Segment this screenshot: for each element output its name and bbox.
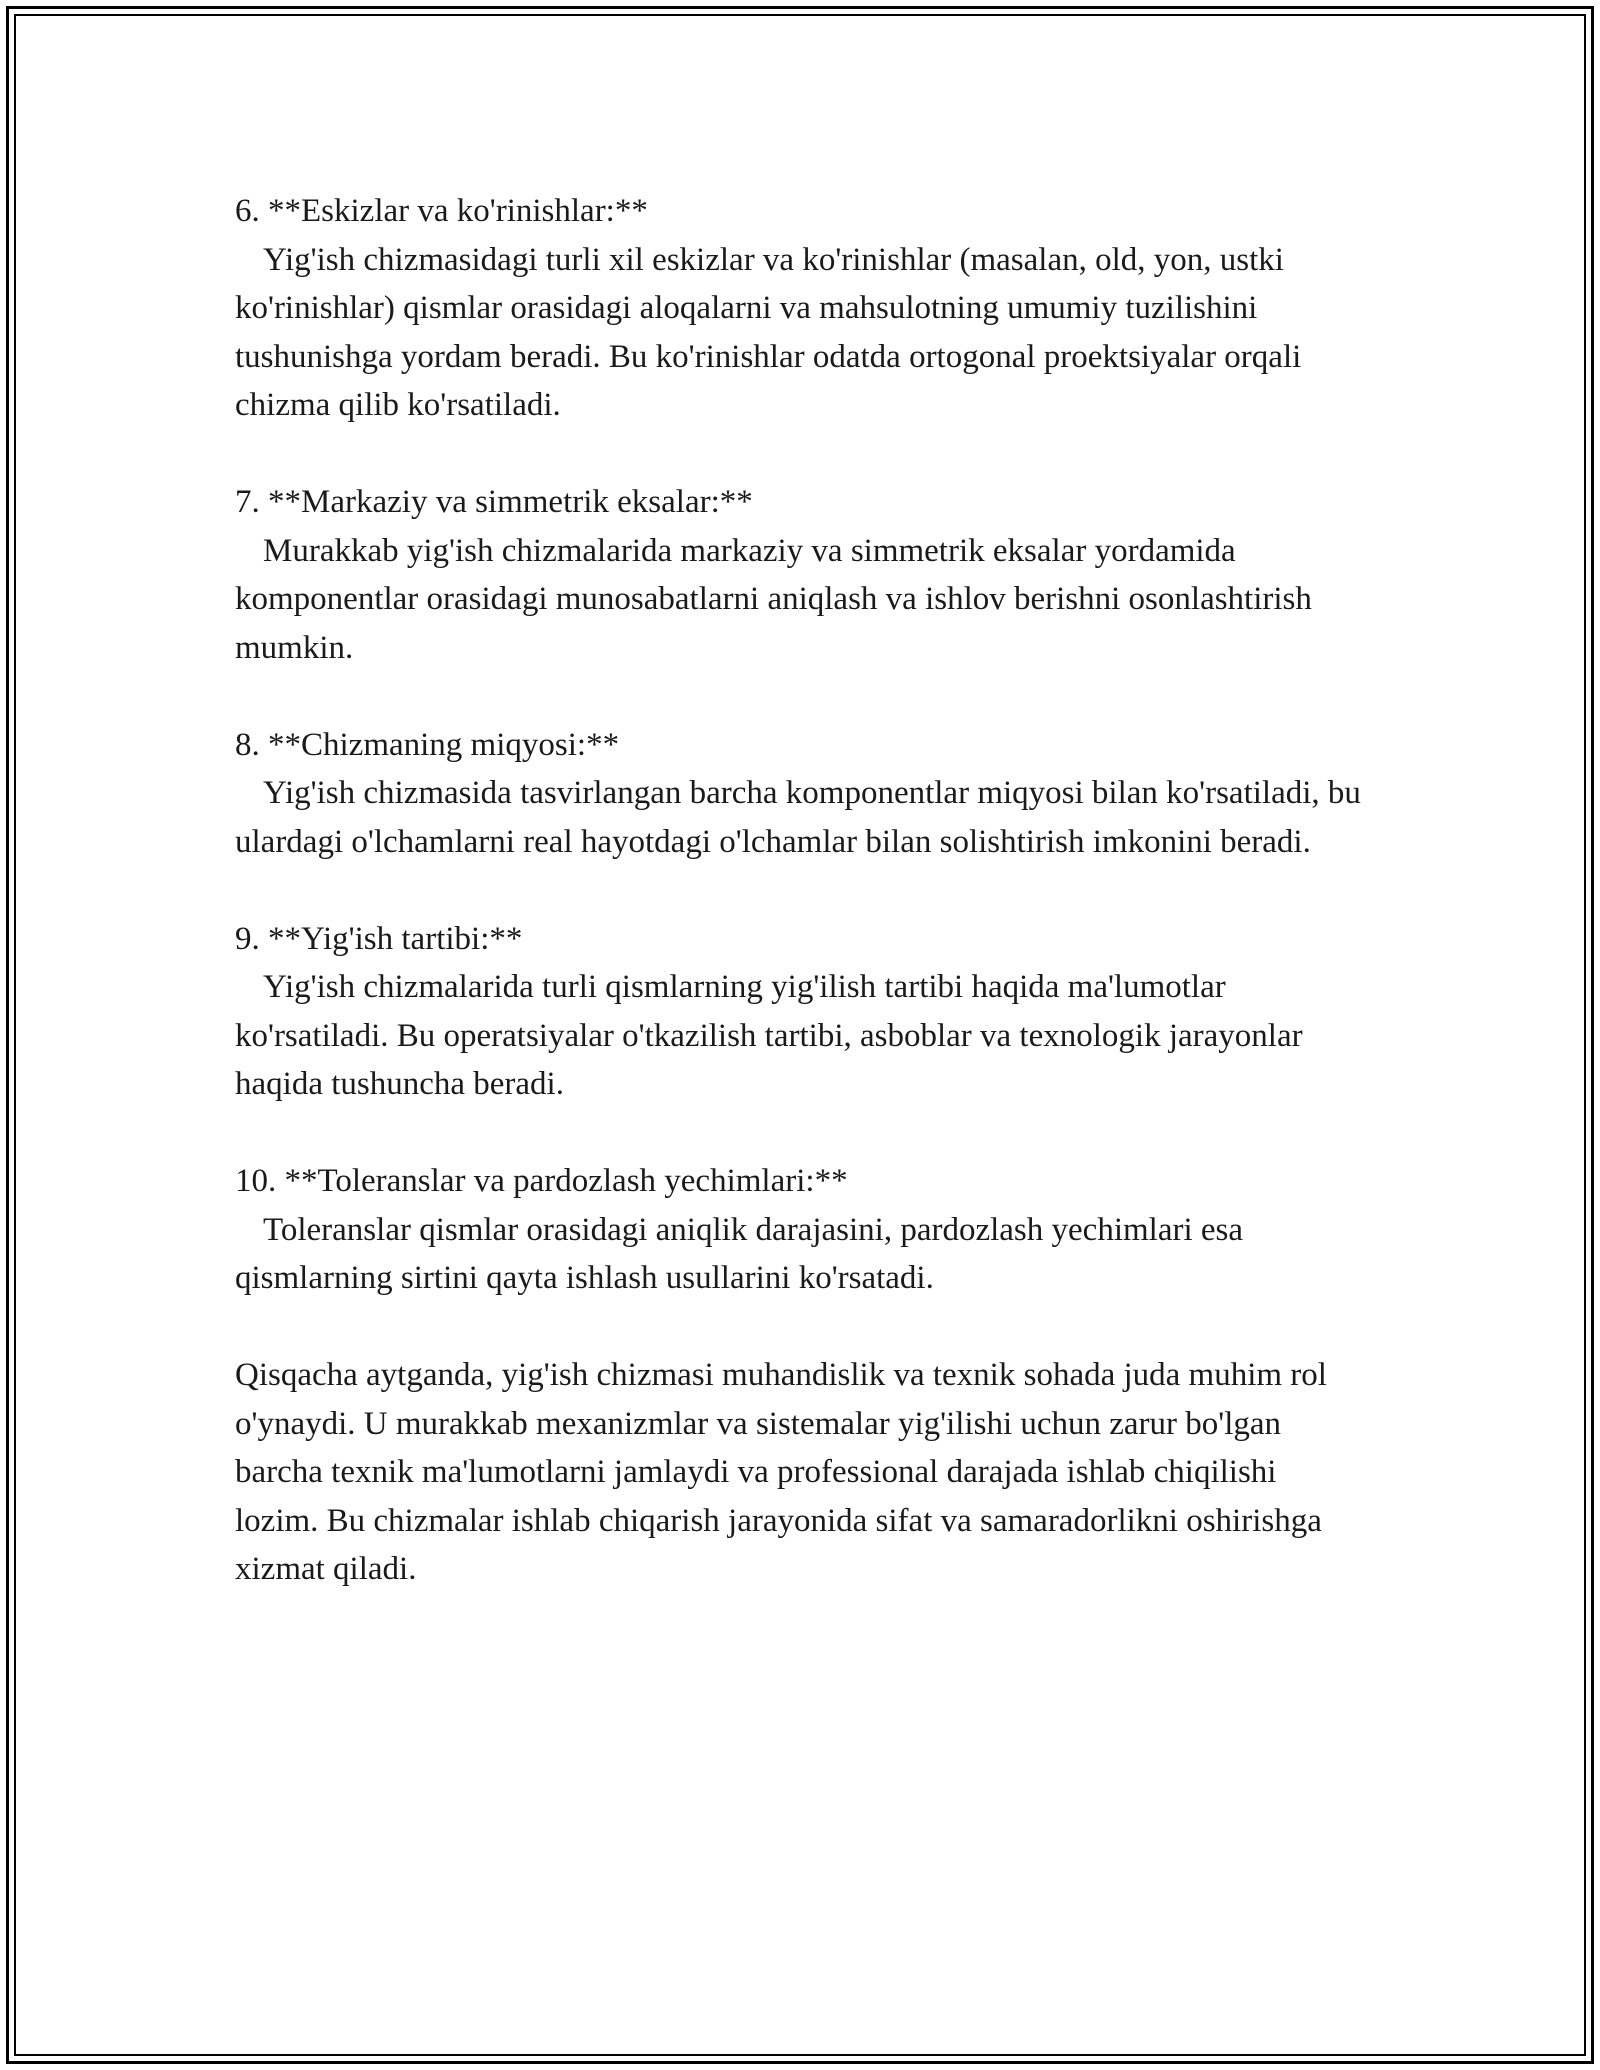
summary-section [235,1351,1365,1594]
section-heading: 9. **Yig'ish tartibi:** [235,920,523,957]
section-axes [235,478,1365,672]
section-sketches-views [235,187,1365,430]
section-heading: 8. **Chizmaning miqyosi:** [235,726,620,763]
section-heading: 10. **Toleranslar va pardozlash yechimlari:** [235,1163,848,1199]
document-body [235,187,1365,1594]
section-body: Murakkab yig'ish chizmalarida markaziy va simmetrik eksalar yordamida komponentlar orasidagi munosabatlarni aniqlash va ishlov berishni osonlashtirish mumkin. [235,532,1312,666]
section-body: Toleranslar qismlar orasidagi aniqlik darajasini, pardozlash yechimlari esa qismlarning sirtini qayta ishlash usullarini ko'rsatadi. [235,1211,1244,1296]
summary-paragraph: Qisqacha aytganda, yig'ish chizmasi muhandislik va texnik sohada juda muhim rol o'ynaydi. U murakkab mexanizmlar va sistemalar yig'ilishi uchun zarur bo'lgan barcha texnik ma'lumotlarni jamlaydi va professional darajada ishlab chiqilishi lozim. Bu chizmalar ishlab chiqarish jarayonida sifat va samaradorlikni oshirishga xizmat qiladi. [235,1357,1327,1587]
section-heading: 7. **Markaziy va simmetrik eksalar:** [235,484,753,520]
section-body: Yig'ish chizmasidagi turli xil eskizlar va ko'rinishlar (masalan, old, yon, ustki ko'rinishlar) qismlar orasidagi aloqalarni va mahsulotning umumiy tuzilishini tushunishga yordam beradi. Bu ko'rinishlar odatda ortogonal proektsiyalar orqali chizma qilib ko'rsatiladi. [235,241,1302,423]
section-assembly-order [235,915,1365,1109]
section-heading: 6. **Eskizlar va ko'rinishlar:** [235,193,648,229]
section-body: Yig'ish chizmasida tasvirlangan barcha komponentlar miqyosi bilan ko'rsatiladi, bu ulardagi o'lchamlarni real hayotdagi o'lchamlar bilan solishtirish imkonini beradi. [235,775,1361,860]
section-body: Yig'ish chizmalarida turli qismlarning yig'ilish tartibi haqida ma'lumotlar ko'rsatiladi. Bu operatsiyalar o'tkazilish tartibi, asboblar va texnologik jarayonlar haqida tushuncha beradi. [235,969,1303,1102]
section-tolerances [235,1157,1365,1303]
section-scale [235,721,1365,867]
